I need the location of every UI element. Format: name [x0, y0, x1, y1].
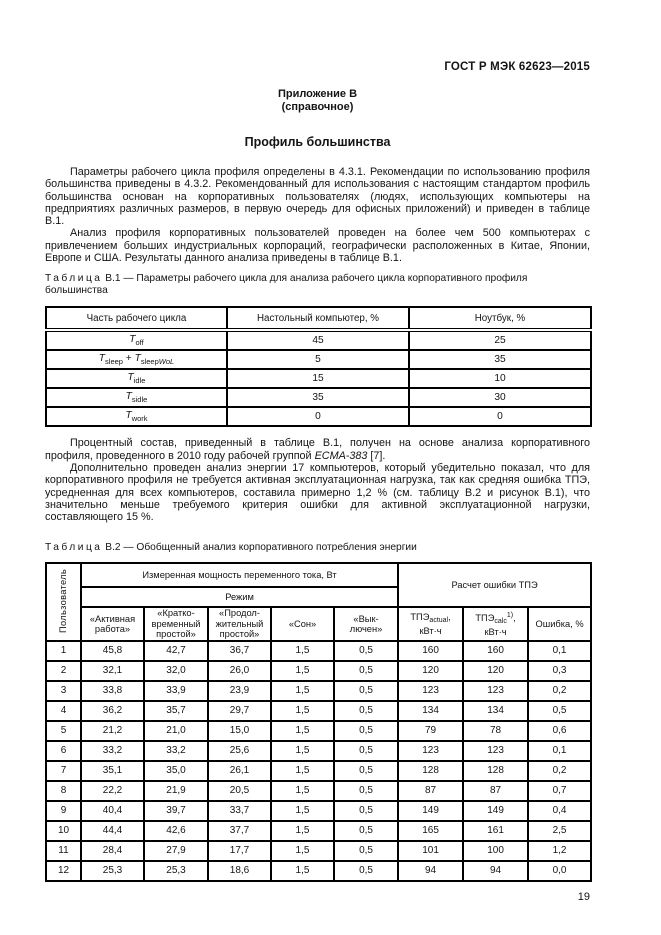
table-row [46, 841, 591, 861]
table-row [46, 701, 591, 721]
measurement-cell: 149 [463, 801, 528, 821]
table-row [46, 801, 591, 821]
measurement-cell: 0,2 [528, 761, 591, 781]
user-number: 12 [46, 861, 81, 881]
table-b2-header-row-1 [46, 563, 591, 587]
measurement-cell: 44,4 [81, 821, 144, 841]
measurement-cell: 17,7 [208, 841, 271, 861]
measurement-cell: 0,5 [334, 661, 398, 681]
measurement-cell: 32,1 [81, 661, 144, 681]
measurement-cell: 0,5 [528, 701, 591, 721]
measurement-cell: 21,9 [144, 781, 208, 801]
measurement-cell: 0,5 [334, 641, 398, 661]
table-b2-header-mode-sleep: «Сон» [271, 607, 334, 641]
measurement-cell: 0,5 [334, 761, 398, 781]
measurement-cell: 0,1 [528, 741, 591, 761]
table-row [46, 821, 591, 841]
table-b2-header-mode-active: «Активная работа» [81, 607, 144, 641]
measurement-cell: 1,5 [271, 661, 334, 681]
measurement-cell: 1,5 [271, 721, 334, 741]
measurement-cell: 25,3 [144, 861, 208, 881]
user-number: 1 [46, 641, 81, 661]
measurement-cell: 36,7 [208, 641, 271, 661]
page-content [45, 0, 590, 903]
table-row [46, 369, 591, 388]
measurement-cell: 0,5 [334, 841, 398, 861]
measurement-cell: 87 [463, 781, 528, 801]
measurement-cell: 1,5 [271, 841, 334, 861]
table-b1-header-row [46, 307, 591, 330]
measurement-cell: 134 [463, 701, 528, 721]
measurement-cell: 0,7 [528, 781, 591, 801]
measurement-cell: 123 [398, 741, 463, 761]
measurement-cell: 39,7 [144, 801, 208, 821]
user-number: 5 [46, 721, 81, 741]
measurement-cell: 123 [463, 741, 528, 761]
measurement-cell: 123 [398, 681, 463, 701]
measurement-cell: 0,5 [334, 801, 398, 821]
measurement-cell: 165 [398, 821, 463, 841]
measurement-cell: 23,9 [208, 681, 271, 701]
measurement-cell: 33,8 [81, 681, 144, 701]
annex-type: (справочное) [281, 101, 354, 113]
measurement-cell: 0,5 [334, 821, 398, 841]
table-b2-header-error-pct: Ошибка, % [528, 607, 591, 641]
measurement-cell: 26,1 [208, 761, 271, 781]
measurement-cell: 29,7 [208, 701, 271, 721]
notebook-value: 0 [409, 407, 591, 426]
measurement-cell: 1,2 [528, 841, 591, 861]
notebook-value: 35 [409, 350, 591, 369]
measurement-cell: 32,0 [144, 661, 208, 681]
measurement-cell: 94 [463, 861, 528, 881]
measurement-cell: 21,2 [81, 721, 144, 741]
table-b2-caption-text: В.2 — Обобщенный анализ корпоративного потребления энергии [102, 542, 417, 554]
table-b1 [45, 306, 592, 427]
paragraph-3: Процентный состав, приведенный в таблице В.1, получен на основе анализа корпоративного профиля, проведенного в 2010 году рабочей группой ECMA-383 [7]. [45, 437, 590, 462]
measurement-cell: 94 [398, 861, 463, 881]
measurement-cell: 0,5 [334, 681, 398, 701]
desktop-value: 15 [227, 369, 409, 388]
user-number: 3 [46, 681, 81, 701]
table-b2-caption [45, 542, 590, 554]
measurement-cell: 25,6 [208, 741, 271, 761]
measurement-cell: 2,5 [528, 821, 591, 841]
measurement-cell: 78 [463, 721, 528, 741]
measurement-cell: 0,5 [334, 781, 398, 801]
measurement-cell: 100 [463, 841, 528, 861]
measurement-cell: 45,8 [81, 641, 144, 661]
table-row [46, 761, 591, 781]
desktop-value: 35 [227, 388, 409, 407]
notebook-value: 25 [409, 330, 591, 350]
user-number: 9 [46, 801, 81, 821]
table-row [46, 388, 591, 407]
annex-heading [45, 88, 590, 114]
table-b1-caption [45, 273, 590, 297]
table-b2-header-tee-actual: $ТПЭ_{actual}$, кВт·ч [398, 607, 463, 641]
measurement-cell: 35,7 [144, 701, 208, 721]
table-row [46, 741, 591, 761]
user-number: 4 [46, 701, 81, 721]
cycle-part-label: $T_{idle}$ [46, 369, 227, 388]
table-row [46, 721, 591, 741]
table-row [46, 641, 591, 661]
table-b1-header-cycle-part: Часть рабочего цикла [46, 307, 227, 330]
measurement-cell: 1,5 [271, 761, 334, 781]
table-b1-body [46, 330, 591, 426]
measurement-cell: 128 [463, 761, 528, 781]
measurement-cell: 134 [398, 701, 463, 721]
measurement-cell: 33,7 [208, 801, 271, 821]
measurement-cell: 160 [398, 641, 463, 661]
table-b2-header-mode: Режим [81, 587, 398, 607]
measurement-cell: 15,0 [208, 721, 271, 741]
measurement-cell: 0,4 [528, 801, 591, 821]
measurement-cell: 0,5 [334, 861, 398, 881]
desktop-value: 5 [227, 350, 409, 369]
table-b2-header-user-label: Пользователь [58, 568, 69, 633]
measurement-cell: 160 [463, 641, 528, 661]
table-b2-body [46, 641, 591, 881]
measurement-cell: 1,5 [271, 801, 334, 821]
paragraph-2: Анализ профиля корпоративных пользователей проведен на более чем 500 компьютерах с привлечением больших индустриальных корпораций, географически расположенных в Китае, Японии, Европе и США. Результаты данного анализа приведены в таблице В.1. [45, 227, 590, 265]
table-b1-header-desktop: Настольный компьютер, % [227, 307, 409, 330]
measurement-cell: 123 [463, 681, 528, 701]
measurement-cell: 79 [398, 721, 463, 741]
table-row [46, 330, 591, 350]
measurement-cell: 120 [463, 661, 528, 681]
section-title: Профиль большинства [244, 135, 391, 149]
measurement-cell: 128 [398, 761, 463, 781]
measurement-cell: 1,5 [271, 701, 334, 721]
measurement-cell: 0,2 [528, 681, 591, 701]
table-b2-header-tee-error: Расчет ошибки ТПЭ [398, 563, 591, 607]
document-number: ГОСТ Р МЭК 62623—2015 [444, 61, 590, 73]
cycle-part-label: $T_{off}$ [46, 330, 227, 350]
cycle-part-label: $T_{sleep} + T_{sleepWoL}$ [46, 350, 227, 369]
measurement-cell: 0,0 [528, 861, 591, 881]
table-b2 [45, 562, 592, 882]
table-row [46, 681, 591, 701]
measurement-cell: 149 [398, 801, 463, 821]
measurement-cell: 20,5 [208, 781, 271, 801]
measurement-cell: 1,5 [271, 821, 334, 841]
user-number: 2 [46, 661, 81, 681]
table-b2-header-row-3 [46, 607, 591, 641]
table-row [46, 350, 591, 369]
measurement-cell: 0,3 [528, 661, 591, 681]
measurement-cell: 101 [398, 841, 463, 861]
measurement-cell: 0,5 [334, 721, 398, 741]
measurement-cell: 25,3 [81, 861, 144, 881]
user-number: 11 [46, 841, 81, 861]
user-number: 8 [46, 781, 81, 801]
table-b1-header-notebook: Ноутбук, % [409, 307, 591, 330]
measurement-cell: 0,5 [334, 701, 398, 721]
measurement-cell: 18,6 [208, 861, 271, 881]
user-number: 10 [46, 821, 81, 841]
measurement-cell: 33,2 [144, 741, 208, 761]
table-row [46, 781, 591, 801]
table-b2-caption-word: Таблица [45, 542, 103, 554]
measurement-cell: 1,5 [271, 641, 334, 661]
notebook-value: 10 [409, 369, 591, 388]
measurement-cell: 40,4 [81, 801, 144, 821]
table-b2-header-mode-off: «Вык- лючен» [334, 607, 398, 641]
table-b2-header-measured-power: Измеренная мощность переменного тока, Вт [81, 563, 398, 587]
measurement-cell: 35,0 [144, 761, 208, 781]
measurement-cell: 1,5 [271, 741, 334, 761]
page-number: 19 [577, 890, 590, 903]
user-number: 7 [46, 761, 81, 781]
measurement-cell: 42,6 [144, 821, 208, 841]
measurement-cell: 0,1 [528, 641, 591, 661]
notebook-value: 30 [409, 388, 591, 407]
table-b2-header-tee-calc: $ТПЭ_{calc}^{1)}$, кВт·ч [463, 607, 528, 641]
paragraph-4: Дополнительно проведен анализ энергии 17 компьютеров, который убедительно показал, что для корпоративного профиля не требуется активная эксплуатационная нагрузка, так как средняя ошибка ТПЭ, усредненная для всех компьютеров, составила примерно 1,2 % (см. таблицу В.2 и рисунок В.1), что значительно меньше требуемого критерия ошибки для активной эксплуатационной нагрузки, составляющего 15 %. [45, 461, 590, 524]
measurement-cell: 26,0 [208, 661, 271, 681]
measurement-cell: 21,0 [144, 721, 208, 741]
cycle-part-label: $T_{work}$ [46, 407, 227, 426]
measurement-cell: 0,5 [334, 741, 398, 761]
table-b1-caption-word: Таблица [45, 273, 103, 285]
desktop-value: 0 [227, 407, 409, 426]
measurement-cell: 28,4 [81, 841, 144, 861]
table-row [46, 407, 591, 426]
measurement-cell: 87 [398, 781, 463, 801]
table-row [46, 661, 591, 681]
measurement-cell: 42,7 [144, 641, 208, 661]
measurement-cell: 35,1 [81, 761, 144, 781]
measurement-cell: 120 [398, 661, 463, 681]
user-number: 6 [46, 741, 81, 761]
table-b2-header-mode-long-idle: «Продол- жительный простой» [208, 607, 271, 641]
annex-label: Приложение В [277, 88, 358, 100]
measurement-cell: 0,6 [528, 721, 591, 741]
measurement-cell: 1,5 [271, 781, 334, 801]
table-b2-header-mode-short-idle: «Кратко- временный простой» [144, 607, 208, 641]
measurement-cell: 22,2 [81, 781, 144, 801]
cycle-part-label: $T_{sidle}$ [46, 388, 227, 407]
paragraph-1: Параметры рабочего цикла профиля определены в 4.3.1. Рекомендации по использованию профиля большинства приведены в 4.3.2. Рекомендованный для использования с настоящим стандартом профиль большинства основан на корпоративных пользователях (людях, использующих компьютеры на предприятиях различных размеров, в первую очередь для офисных приложений) и приведен в таблице В.1. [45, 166, 590, 228]
measurement-cell: 161 [463, 821, 528, 841]
measurement-cell: 27,9 [144, 841, 208, 861]
measurement-cell: 33,2 [81, 741, 144, 761]
measurement-cell: 1,5 [271, 681, 334, 701]
measurement-cell: 33,9 [144, 681, 208, 701]
desktop-value: 45 [227, 330, 409, 350]
measurement-cell: 37,7 [208, 821, 271, 841]
table-b2-header-user [46, 563, 81, 641]
table-b1-caption-text: В.1 — Параметры рабочего цикла для анализа рабочего цикла корпоративного профиля большинства [45, 273, 528, 297]
measurement-cell: 36,2 [81, 701, 144, 721]
table-row [46, 861, 591, 881]
measurement-cell: 1,5 [271, 861, 334, 881]
